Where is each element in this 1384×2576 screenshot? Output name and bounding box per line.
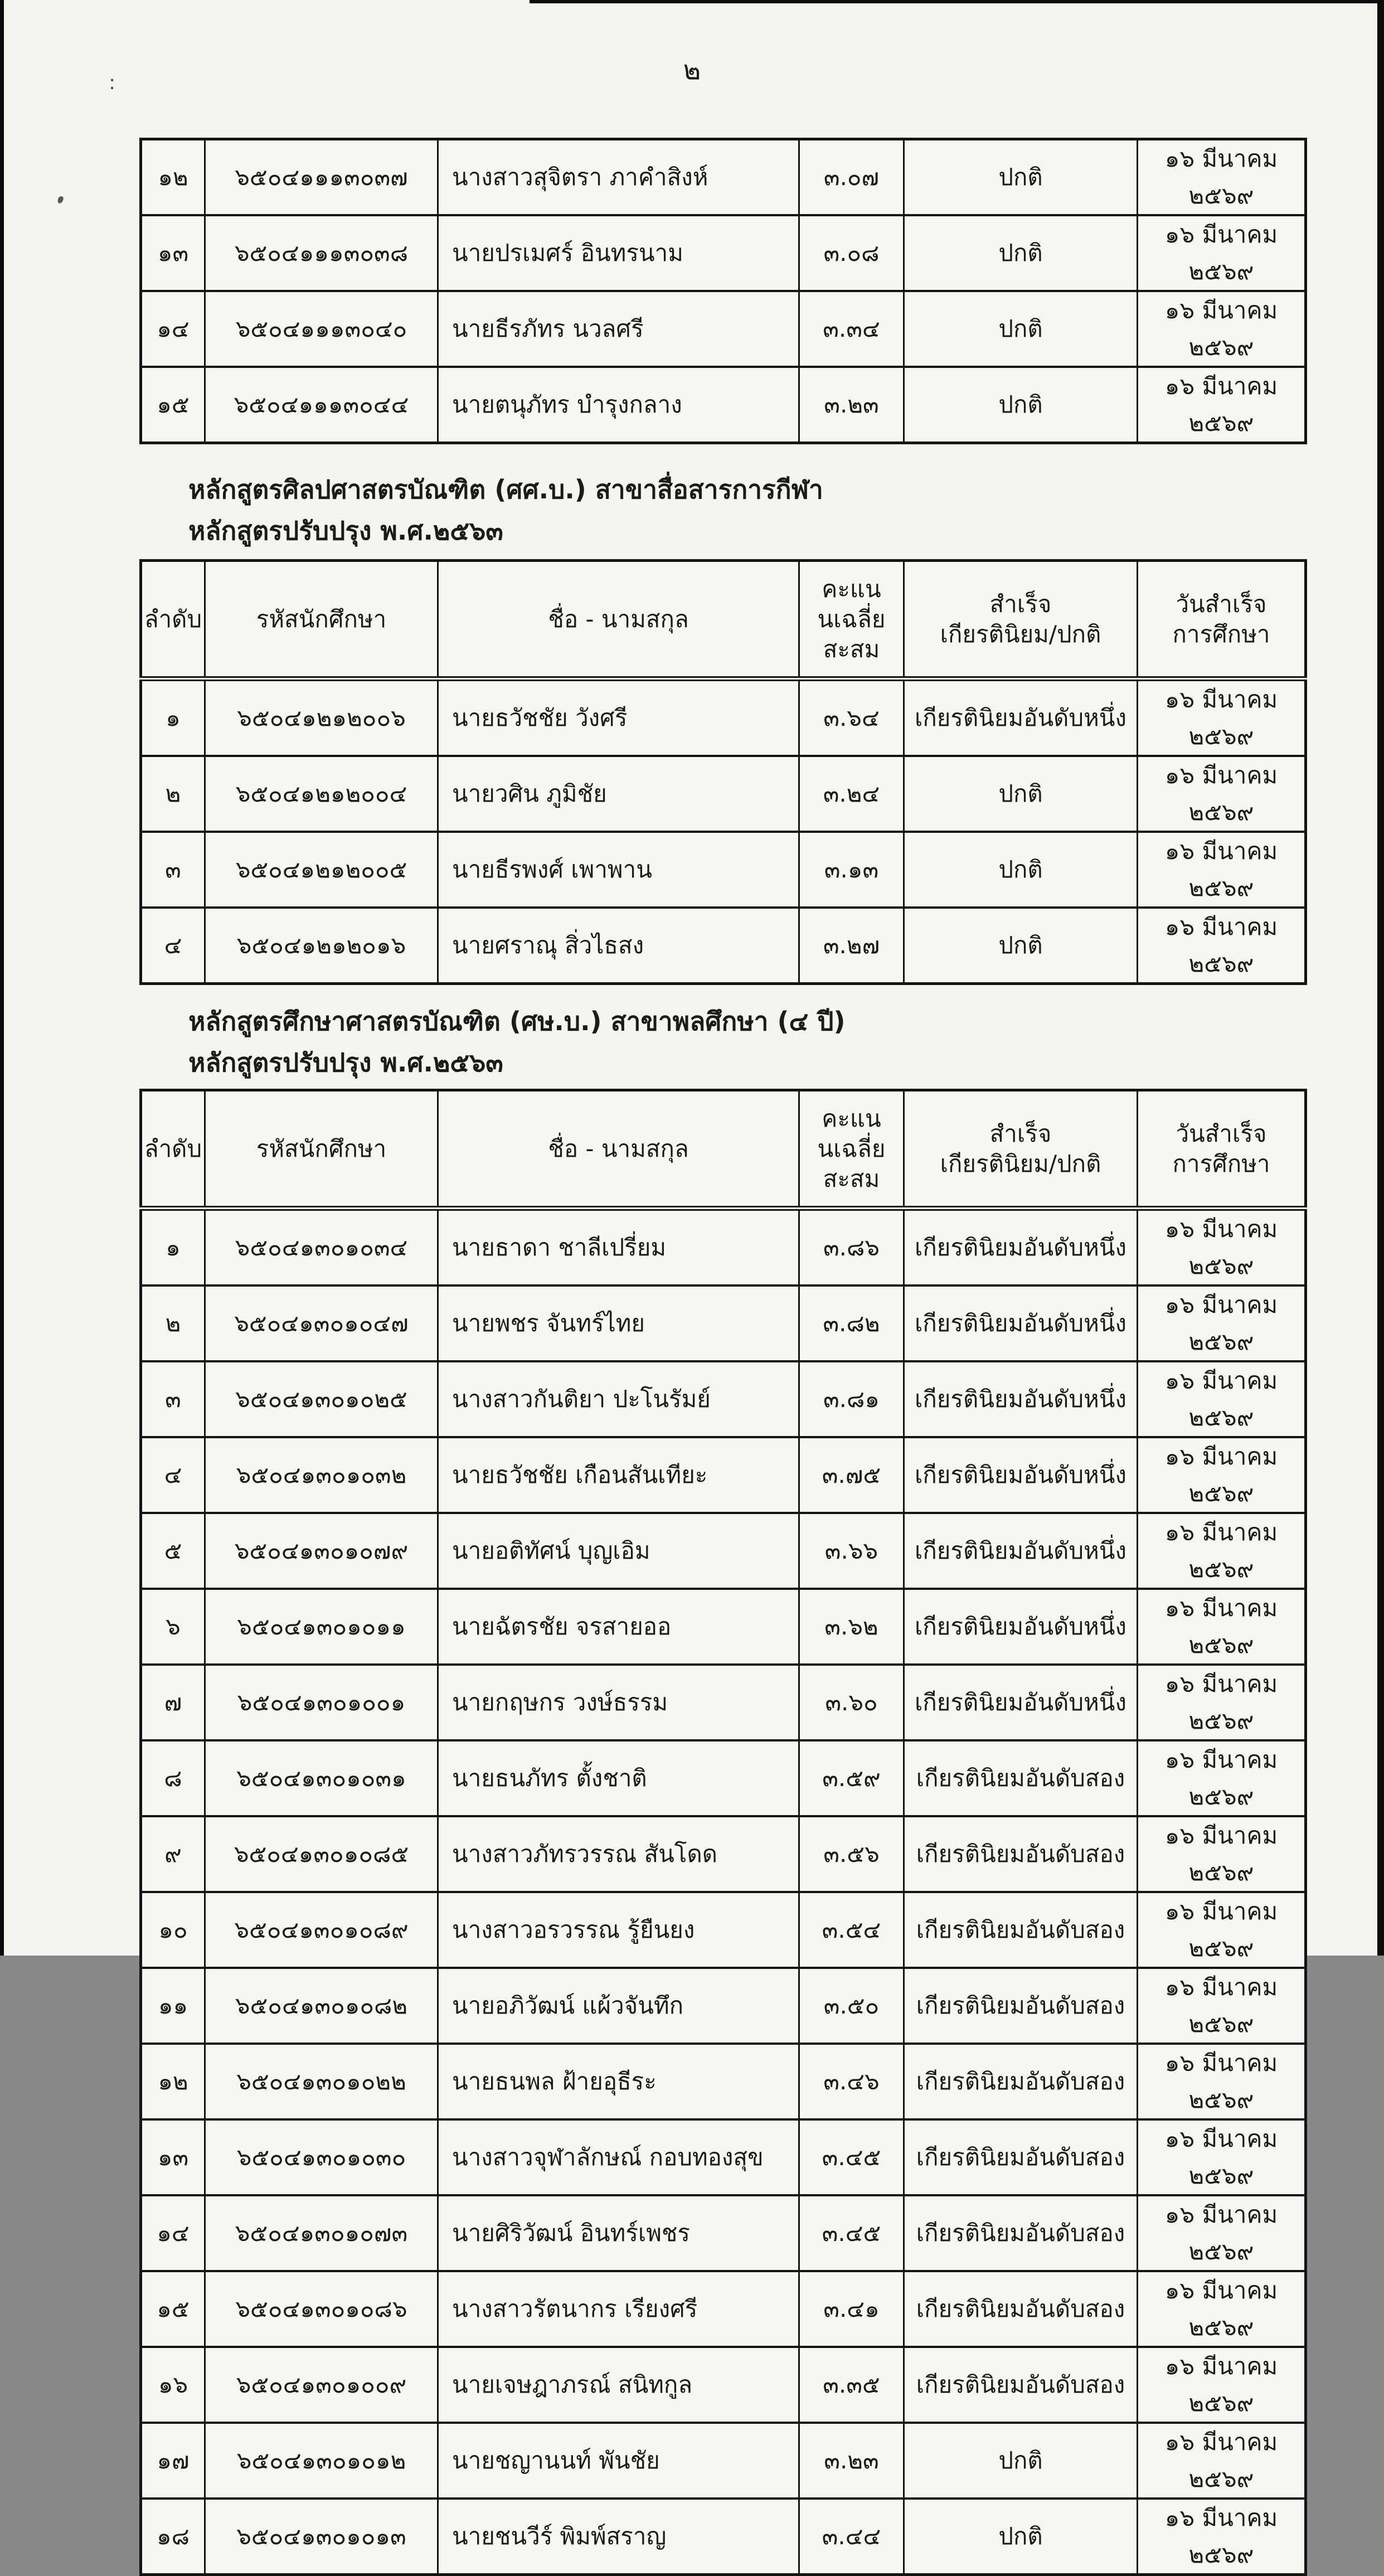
honor-cell: ปกติ (904, 2423, 1138, 2499)
order-cell: ๑๑ (141, 1968, 205, 2044)
name-cell: นายธวัชชัย เกือนสันเทียะ (438, 1437, 799, 1513)
graduates-table (139, 559, 1307, 985)
page-number: ๒ (683, 55, 701, 86)
date-cell: ๑๖ มีนาคม ๒๕๖๙ (1138, 1209, 1306, 1286)
honor-cell: เกียรตินิยมอันดับสอง (904, 1968, 1138, 2044)
student-id-cell: ๖๕๐๔๑๑๑๓๐๓๘ (205, 215, 438, 291)
date-cell: ๑๖ มีนาคม ๒๕๖๙ (1138, 1665, 1306, 1740)
table-row (141, 832, 1306, 908)
honor-cell: เกียรตินิยมอันดับหนึ่ง (904, 1209, 1138, 1286)
header-line: เกียรตินิยม/ปกติ (940, 1149, 1101, 1177)
name-cell: นายชญานนท์ พันชัย (438, 2423, 799, 2499)
honor-cell: เกียรตินิยมอันดับสอง (904, 2044, 1138, 2119)
table-row (141, 2423, 1306, 2499)
date-cell: ๑๖ มีนาคม ๒๕๖๙ (1138, 2423, 1306, 2499)
column-header-name (438, 561, 799, 679)
column-header-student-id (205, 561, 438, 679)
section-continued-table (139, 138, 1304, 444)
header-line: สะสม (823, 635, 880, 663)
order-cell: ๔ (141, 1437, 205, 1513)
gpa-cell: ๓.๘๖ (799, 1209, 904, 1286)
order-cell: ๑๗ (141, 2423, 205, 2499)
column-header-student-id (205, 1090, 438, 1209)
table-row (141, 2195, 1306, 2271)
table-row (141, 139, 1306, 216)
name-cell: นายตนุภัทร บำรุงกลาง (438, 367, 799, 443)
gpa-cell: ๓.๒๓ (799, 2423, 904, 2499)
date-cell: ๑๖ มีนาคม ๒๕๖๙ (1138, 908, 1306, 984)
section-physical-education-program (139, 1001, 1304, 2576)
honor-cell: เกียรตินิยมอันดับหนึ่ง (904, 1285, 1138, 1361)
student-id-cell: ๖๕๐๔๑๑๑๓๐๓๗ (205, 139, 438, 216)
gpa-cell: ๓.๘๒ (799, 1285, 904, 1361)
date-cell: ๑๖ มีนาคม ๒๕๖๙ (1138, 756, 1306, 832)
curriculum-revision-heading: หลักสูตรปรับปรุง พ.ศ.๒๕๖๓ (188, 1047, 503, 1078)
gpa-cell: ๓.๔๑ (799, 2271, 904, 2347)
order-cell: ๑๔ (141, 291, 205, 367)
honor-cell: เกียรตินิยมอันดับหนึ่ง (904, 679, 1138, 756)
order-cell: ๗ (141, 1665, 205, 1740)
gpa-cell: ๓.๘๑ (799, 1361, 904, 1437)
results-table-wrap (139, 1089, 1304, 2576)
table-row (141, 1437, 1306, 1513)
header-line: รหัสนักศึกษา (256, 1134, 387, 1162)
order-cell: ๔ (141, 908, 205, 984)
gpa-cell: ๓.๒๓ (799, 367, 904, 443)
gpa-cell: ๓.๑๓ (799, 832, 904, 908)
scan-speck (57, 196, 64, 204)
gpa-cell: ๓.๖๔ (799, 679, 904, 756)
date-cell: ๑๖ มีนาคม ๒๕๖๙ (1138, 2119, 1306, 2195)
order-cell: ๕ (141, 1513, 205, 1589)
honor-cell: เกียรตินิยมอันดับหนึ่ง (904, 1437, 1138, 1513)
name-cell: นางสาวรัตนากร เรียงศรี (438, 2271, 799, 2347)
header-line: สะสม (823, 1165, 880, 1192)
date-cell: ๑๖ มีนาคม ๒๕๖๙ (1138, 2347, 1306, 2423)
header-line: วันสำเร็จ (1176, 590, 1267, 618)
table-row (141, 1665, 1306, 1740)
student-id-cell: ๖๕๐๔๑๓๐๑๐๐๙ (205, 2347, 438, 2423)
gpa-cell: ๓.๓๔ (799, 291, 904, 367)
name-cell: นางสาวจุฬาลักษณ์ กอบทองสุข (438, 2119, 799, 2195)
honor-cell: เกียรตินิยมอันดับหนึ่ง (904, 1589, 1138, 1665)
name-cell: นายพชร จันทร์ไทย (438, 1285, 799, 1361)
header-line: รหัสนักศึกษา (256, 605, 387, 633)
scan-edge-right (1377, 0, 1384, 1956)
order-cell: ๑๒ (141, 139, 205, 216)
date-cell: ๑๖ มีนาคม ๒๕๖๙ (1138, 1361, 1306, 1437)
column-header-gpa (799, 1090, 904, 1209)
name-cell: นายธนพล ฝ้ายอุธีระ (438, 2044, 799, 2119)
name-cell: นางสาวอรวรรณ รู้ยืนยง (438, 1892, 799, 1968)
honor-cell: เกียรตินิยมอันดับสอง (904, 1740, 1138, 1816)
name-cell: นายวศิน ภูมิชัย (438, 756, 799, 832)
honor-cell: เกียรตินิยมอันดับสอง (904, 2347, 1138, 2423)
name-cell: นายธนภัทร ตั้งชาติ (438, 1740, 799, 1816)
date-cell: ๑๖ มีนาคม ๒๕๖๙ (1138, 2271, 1306, 2347)
header-line: นเฉลี่ย (817, 605, 886, 633)
table-row (141, 1361, 1306, 1437)
student-id-cell: ๖๕๐๔๑๓๐๑๐๓๐ (205, 2119, 438, 2195)
student-id-cell: ๖๕๐๔๑๓๐๑๐๘๒ (205, 1968, 438, 2044)
table-row (141, 2271, 1306, 2347)
student-id-cell: ๖๕๐๔๑๒๑๒๐๐๕ (205, 832, 438, 908)
results-table-wrap (139, 559, 1304, 985)
honor-cell: ปกติ (904, 756, 1138, 832)
student-id-cell: ๖๕๐๔๑๒๑๒๐๐๔ (205, 756, 438, 832)
honor-cell: ปกติ (904, 908, 1138, 984)
table-row (141, 1209, 1306, 1286)
table-row (141, 908, 1306, 984)
header-line: ชื่อ - นามสกุล (548, 605, 689, 633)
honor-cell: เกียรตินิยมอันดับสอง (904, 1816, 1138, 1892)
name-cell: นายศราณุ สิ่วไธสง (438, 908, 799, 984)
graduates-table (139, 138, 1307, 444)
date-cell: ๑๖ มีนาคม ๒๕๖๙ (1138, 832, 1306, 908)
order-cell: ๒ (141, 756, 205, 832)
gpa-cell: ๓.๔๖ (799, 2044, 904, 2119)
honor-cell: ปกติ (904, 2499, 1138, 2575)
date-cell: ๑๖ มีนาคม ๒๕๖๙ (1138, 1589, 1306, 1665)
student-id-cell: ๖๕๐๔๑๓๐๑๐๘๖ (205, 2271, 438, 2347)
gpa-cell: ๓.๒๔ (799, 756, 904, 832)
order-cell: ๑ (141, 1209, 205, 1286)
column-header-order (141, 1090, 205, 1209)
honor-cell: ปกติ (904, 139, 1138, 216)
honor-cell: ปกติ (904, 291, 1138, 367)
student-id-cell: ๖๕๐๔๑๒๑๒๐๑๖ (205, 908, 438, 984)
table-row (141, 1740, 1306, 1816)
order-cell: ๑๕ (141, 2271, 205, 2347)
name-cell: นายฉัตรชัย จรสายออ (438, 1589, 799, 1665)
table-row (141, 1285, 1306, 1361)
name-cell: นายศิริวัฒน์ อินทร์เพชร (438, 2195, 799, 2271)
header-line: การศึกษา (1172, 1149, 1270, 1177)
student-id-cell: ๖๕๐๔๑๓๐๑๐๐๑ (205, 1665, 438, 1740)
header-line: วันสำเร็จ (1176, 1119, 1267, 1147)
table-row (141, 2347, 1306, 2423)
gpa-cell: ๓.๔๔ (799, 2499, 904, 2575)
order-cell: ๓ (141, 1361, 205, 1437)
order-cell: ๙ (141, 1816, 205, 1892)
name-cell: นางสาวภัทรวรรณ สันโดด (438, 1816, 799, 1892)
program-heading: หลักสูตรศิลปศาสตรบัณฑิต (ศศ.บ.) สาขาสื่อสารการกีฬา (188, 474, 823, 504)
date-cell: ๑๖ มีนาคม ๒๕๖๙ (1138, 1740, 1306, 1816)
table-row (141, 2499, 1306, 2575)
student-id-cell: ๖๕๐๔๑๓๐๑๐๑๒ (205, 2423, 438, 2499)
name-cell: นายธีรภัทร นวลศรี (438, 291, 799, 367)
honor-cell: เกียรตินิยมอันดับสอง (904, 2195, 1138, 2271)
order-cell: ๑ (141, 679, 205, 756)
continued-results-table-wrap (139, 138, 1304, 444)
table-row (141, 1589, 1306, 1665)
date-cell: ๑๖ มีนาคม ๒๕๖๙ (1138, 2044, 1306, 2119)
student-id-cell: ๖๕๐๔๑๓๐๑๐๓๔ (205, 1209, 438, 1286)
header-row (141, 1090, 1306, 1209)
scan-edge-left (0, 0, 4, 1956)
order-cell: ๑๓ (141, 2119, 205, 2195)
column-header-name (438, 1090, 799, 1209)
name-cell: นายธวัชชัย วังศรี (438, 679, 799, 756)
honor-cell: เกียรตินิยมอันดับหนึ่ง (904, 1665, 1138, 1740)
name-cell: นายอติทัศน์ บุญเอิม (438, 1513, 799, 1589)
student-id-cell: ๖๕๐๔๑๓๐๑๐๒๒ (205, 2044, 438, 2119)
header-line: ลำดับ (144, 605, 202, 633)
graduates-table (139, 1089, 1307, 2576)
student-id-cell: ๖๕๐๔๑๑๑๓๐๔๔ (205, 367, 438, 443)
honor-cell: เกียรตินิยมอันดับสอง (904, 1892, 1138, 1968)
date-cell: ๑๖ มีนาคม ๒๕๖๙ (1138, 367, 1306, 443)
honor-cell: เกียรตินิยมอันดับสอง (904, 2119, 1138, 2195)
column-header-gpa (799, 561, 904, 679)
table-row (141, 367, 1306, 443)
student-id-cell: ๖๕๐๔๑๓๐๑๐๗๓ (205, 2195, 438, 2271)
gpa-cell: ๓.๖๖ (799, 1513, 904, 1589)
gpa-cell: ๓.๐๘ (799, 215, 904, 291)
student-id-cell: ๖๕๐๔๑๓๐๑๐๔๗ (205, 1285, 438, 1361)
table-row (141, 1892, 1306, 1968)
header-line: สำเร็จ (989, 1119, 1052, 1147)
name-cell: นายธาดา ชาลีเปรี่ยม (438, 1209, 799, 1286)
order-cell: ๑๐ (141, 1892, 205, 1968)
order-cell: ๑๘ (141, 2499, 205, 2575)
student-id-cell: ๖๕๐๔๑๓๐๑๐๓๑ (205, 1740, 438, 1816)
table-row (141, 1816, 1306, 1892)
header-line: ชื่อ - นามสกุล (548, 1134, 689, 1162)
date-cell: ๑๖ มีนาคม ๒๕๖๙ (1138, 1513, 1306, 1589)
table-row (141, 679, 1306, 756)
table-row (141, 2119, 1306, 2195)
honor-cell: ปกติ (904, 215, 1138, 291)
honor-cell: เกียรตินิยมอันดับหนึ่ง (904, 1513, 1138, 1589)
column-header-date (1138, 561, 1306, 679)
order-cell: ๓ (141, 832, 205, 908)
header-line: การศึกษา (1172, 620, 1270, 648)
column-header-date (1138, 1090, 1306, 1209)
name-cell: นางสาวสุจิตรา ภาคำสิงห์ (438, 139, 799, 216)
table-row (141, 215, 1306, 291)
column-header-order (141, 561, 205, 679)
date-cell: ๑๖ มีนาคม ๒๕๖๙ (1138, 1892, 1306, 1968)
honor-cell: เกียรตินิยมอันดับหนึ่ง (904, 1361, 1138, 1437)
student-id-cell: ๖๕๐๔๑๓๐๑๐๓๒ (205, 1437, 438, 1513)
order-cell: ๘ (141, 1740, 205, 1816)
header-line: คะแน (822, 575, 881, 603)
student-id-cell: ๖๕๐๔๑๒๑๒๐๐๖ (205, 679, 438, 756)
student-id-cell: ๖๕๐๔๑๓๐๑๐๒๕ (205, 1361, 438, 1437)
section-sports-communication-program (139, 469, 1304, 985)
date-cell: ๑๖ มีนาคม ๒๕๖๙ (1138, 291, 1306, 367)
document-content (139, 138, 1304, 2576)
date-cell: ๑๖ มีนาคม ๒๕๖๙ (1138, 1437, 1306, 1513)
gpa-cell: ๓.๕๖ (799, 1816, 904, 1892)
header-line: คะแน (822, 1104, 881, 1132)
honor-cell: ปกติ (904, 832, 1138, 908)
header-line: ลำดับ (144, 1134, 202, 1162)
header-line: เกียรตินิยม/ปกติ (940, 620, 1101, 648)
date-cell: ๑๖ มีนาคม ๒๕๖๙ (1138, 2499, 1306, 2575)
gpa-cell: ๓.๓๕ (799, 2347, 904, 2423)
student-id-cell: ๖๕๐๔๑๑๑๓๐๔๐ (205, 291, 438, 367)
order-cell: ๑๔ (141, 2195, 205, 2271)
order-cell: ๒ (141, 1285, 205, 1361)
gpa-cell: ๓.๔๕ (799, 2119, 904, 2195)
date-cell: ๑๖ มีนาคม ๒๕๖๙ (1138, 1285, 1306, 1361)
date-cell: ๑๖ มีนาคม ๒๕๖๙ (1138, 679, 1306, 756)
gpa-cell: ๓.๖๐ (799, 1665, 904, 1740)
header-line: นเฉลี่ย (817, 1134, 886, 1162)
gpa-cell: ๓.๕๙ (799, 1740, 904, 1816)
gpa-cell: ๓.๕๐ (799, 1968, 904, 2044)
honor-cell: ปกติ (904, 367, 1138, 443)
name-cell: นายเจษฎาภรณ์ สนิทกูล (438, 2347, 799, 2423)
name-cell: นายอภิวัฒน์ แผ้วจันทึก (438, 1968, 799, 2044)
date-cell: ๑๖ มีนาคม ๒๕๖๙ (1138, 215, 1306, 291)
scan-edge-top (530, 0, 1384, 3)
gpa-cell: ๓.๗๕ (799, 1437, 904, 1513)
order-cell: ๑๕ (141, 367, 205, 443)
date-cell: ๑๖ มีนาคม ๒๕๖๙ (1138, 2195, 1306, 2271)
table-row (141, 1513, 1306, 1589)
header-row (141, 561, 1306, 679)
table-row (141, 291, 1306, 367)
table-row (141, 1968, 1306, 2044)
gpa-cell: ๓.๖๒ (799, 1589, 904, 1665)
gpa-cell: ๓.๕๔ (799, 1892, 904, 1968)
name-cell: นางสาวกันติยา ปะโนรัมย์ (438, 1361, 799, 1437)
name-cell: นายชนวีร์ พิมพ์สราญ (438, 2499, 799, 2575)
table-row (141, 756, 1306, 832)
table-row (141, 2044, 1306, 2119)
gpa-cell: ๓.๒๗ (799, 908, 904, 984)
date-cell: ๑๖ มีนาคม ๒๕๖๙ (1138, 139, 1306, 216)
date-cell: ๑๖ มีนาคม ๒๕๖๙ (1138, 1816, 1306, 1892)
student-id-cell: ๖๕๐๔๑๓๐๑๐๘๕ (205, 1816, 438, 1892)
gpa-cell: ๓.๐๗ (799, 139, 904, 216)
order-cell: ๑๒ (141, 2044, 205, 2119)
column-header-honor (904, 561, 1138, 679)
name-cell: นายกฤษกร วงษ์ธรรม (438, 1665, 799, 1740)
curriculum-revision-heading: หลักสูตรปรับปรุง พ.ศ.๒๕๖๓ (188, 516, 503, 546)
order-cell: ๖ (141, 1589, 205, 1665)
order-cell: ๑๖ (141, 2347, 205, 2423)
student-id-cell: ๖๕๐๔๑๓๐๑๐๑๑ (205, 1589, 438, 1665)
student-id-cell: ๖๕๐๔๑๓๐๑๐๑๓ (205, 2499, 438, 2575)
order-cell: ๑๓ (141, 215, 205, 291)
name-cell: นายธีรพงศ์ เพาพาน (438, 832, 799, 908)
gpa-cell: ๓.๔๕ (799, 2195, 904, 2271)
student-id-cell: ๖๕๐๔๑๓๐๑๐๗๙ (205, 1513, 438, 1589)
header-line: สำเร็จ (989, 590, 1052, 618)
program-heading: หลักสูตรศึกษาศาสตรบัณฑิต (ศษ.บ.) สาขาพลศึกษา (๔ ปี) (188, 1006, 846, 1036)
honor-cell: เกียรตินิยมอันดับสอง (904, 2271, 1138, 2347)
name-cell: นายปรเมศร์ อินทรนาม (438, 215, 799, 291)
scan-speck: : (109, 71, 116, 94)
date-cell: ๑๖ มีนาคม ๒๕๖๙ (1138, 1968, 1306, 2044)
student-id-cell: ๖๕๐๔๑๓๐๑๐๘๙ (205, 1892, 438, 1968)
column-header-honor (904, 1090, 1138, 1209)
